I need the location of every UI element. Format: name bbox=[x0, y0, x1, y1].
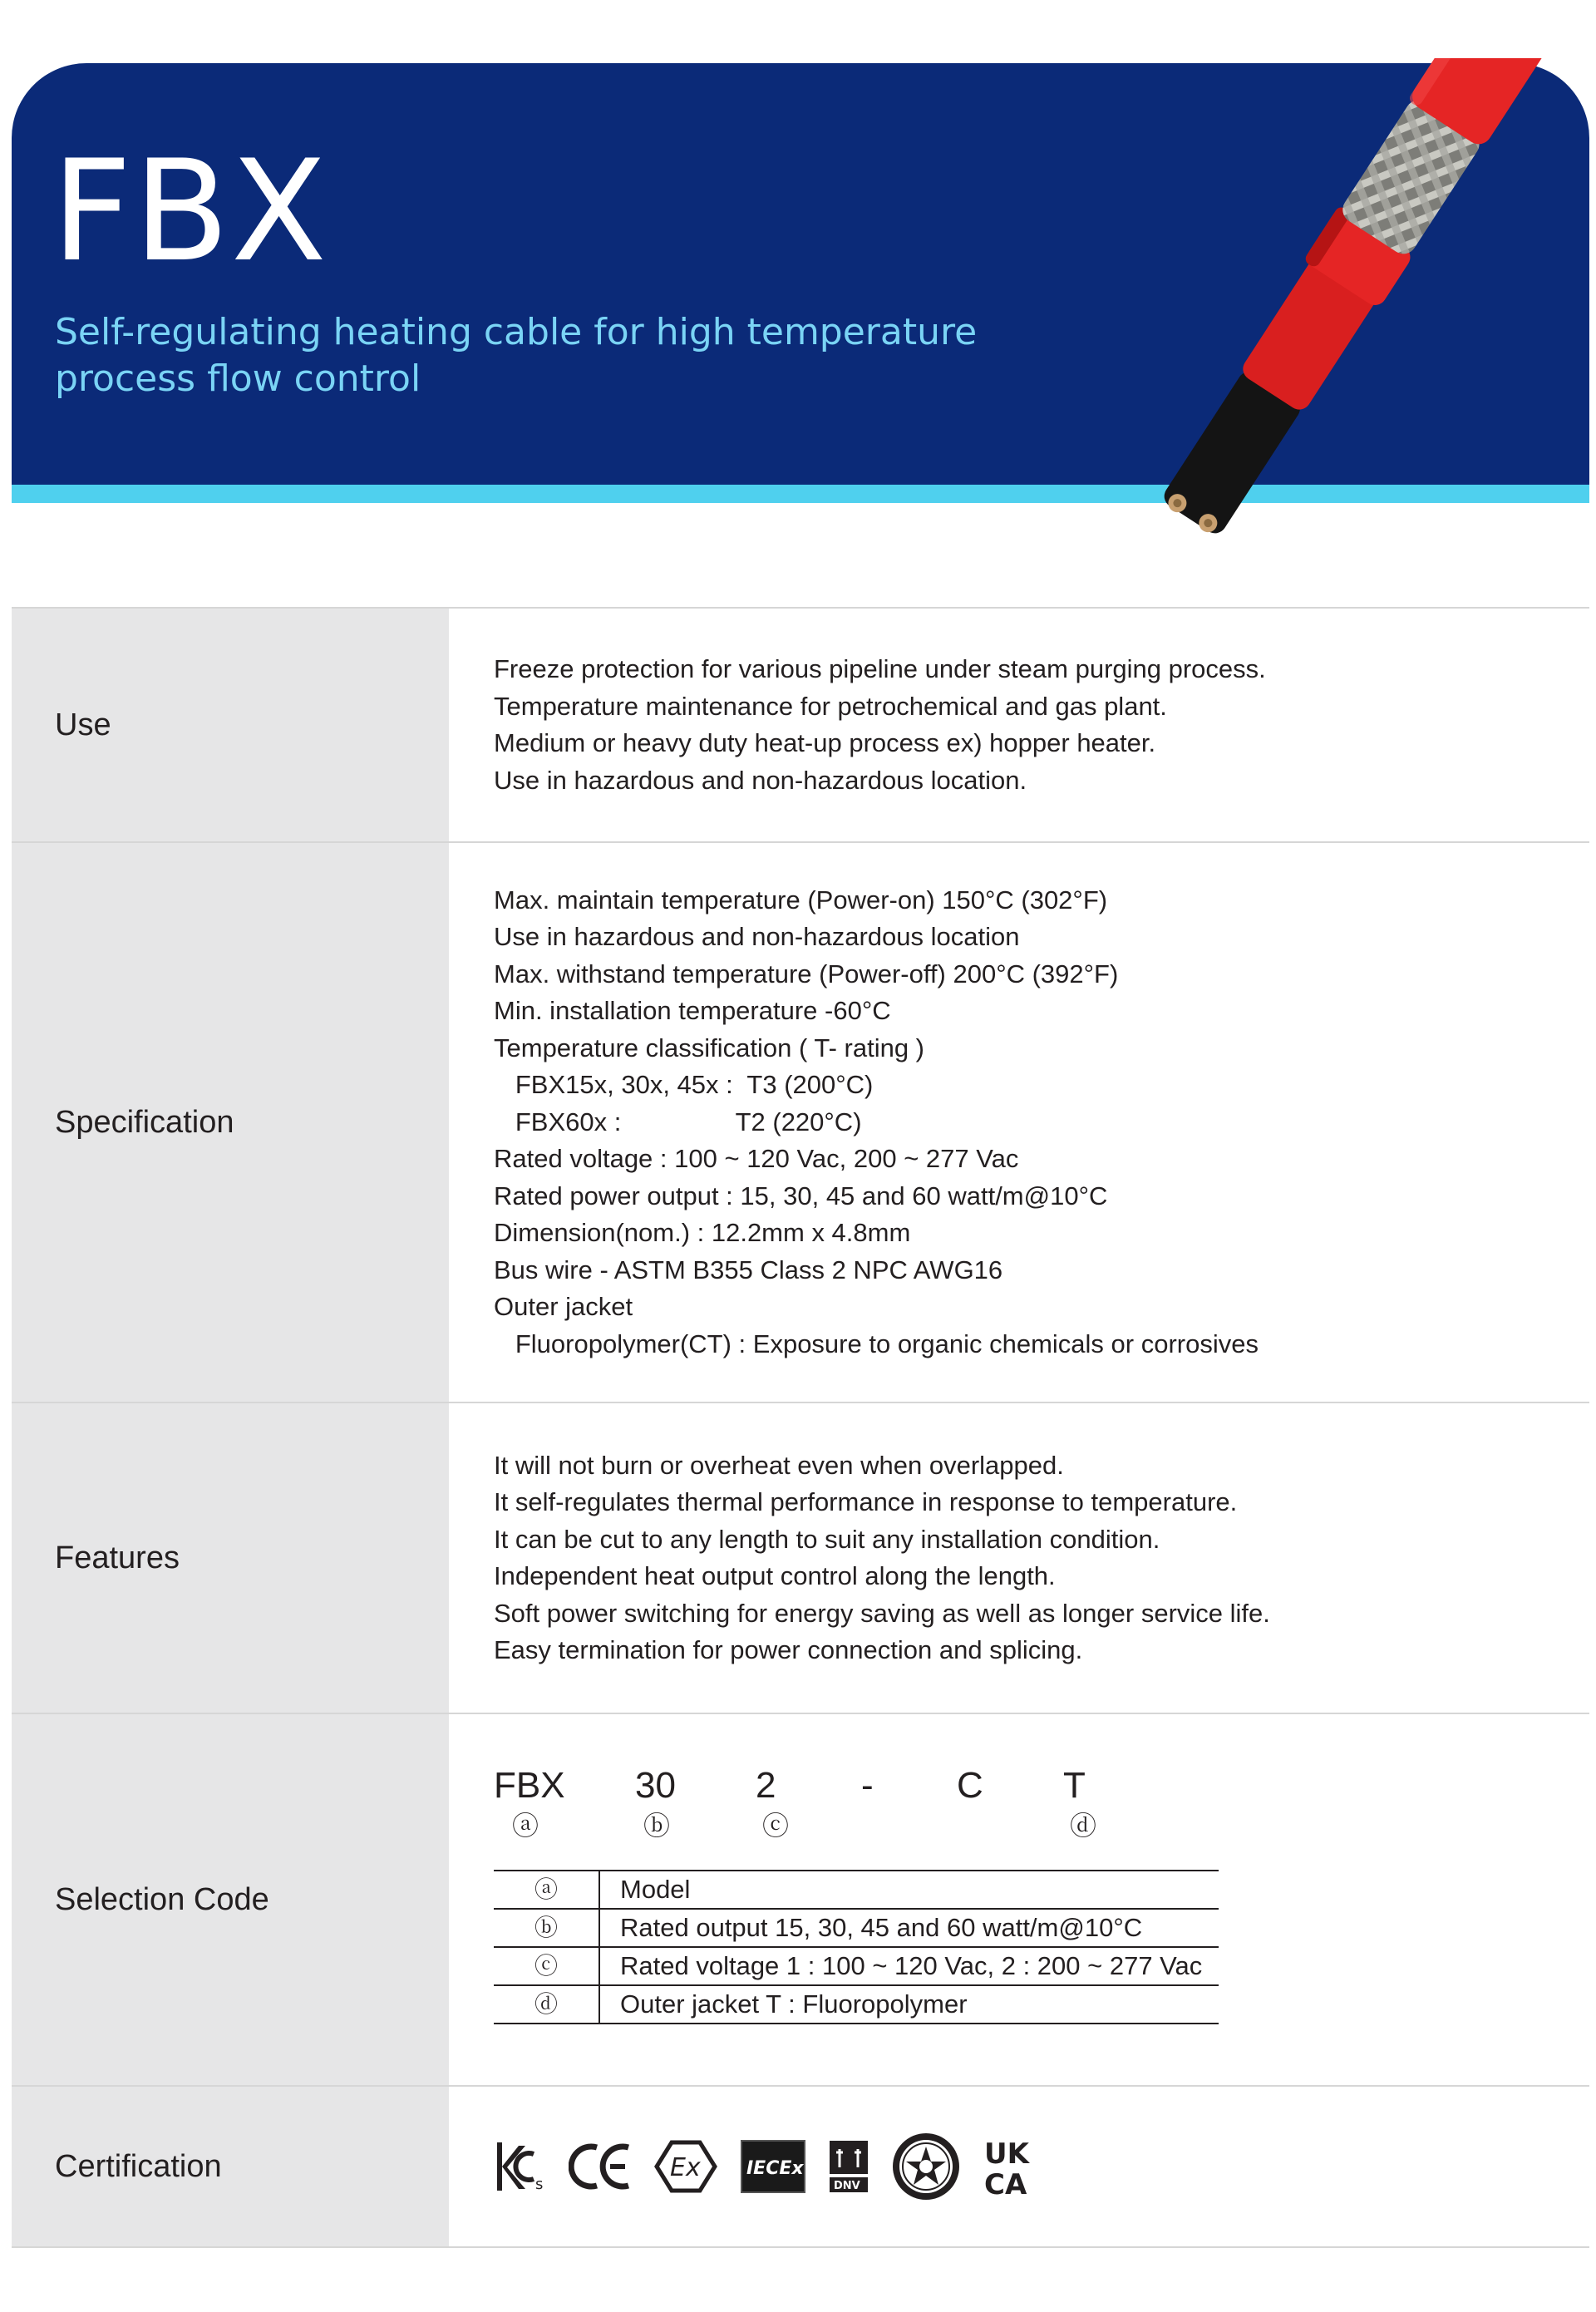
legend-row bbox=[494, 1909, 1219, 1947]
code-part: - bbox=[861, 1765, 874, 1806]
iecex-mark-icon bbox=[740, 2137, 806, 2196]
spec-line: Rated voltage : 100 ~ 120 Vac, 200 ~ 277 Vac bbox=[494, 1144, 1019, 1174]
legend-symbol: ⓑ bbox=[494, 1909, 599, 1947]
feature-line: Soft power switching for energy saving as well as longer service life. bbox=[494, 1598, 1270, 1628]
use-line: Use in hazardous and non-hazardous location. bbox=[494, 765, 1027, 795]
spec-line: Dimension(nom.) : 12.2mm x 4.8mm bbox=[494, 1218, 911, 1248]
row-content-certification bbox=[449, 2087, 1589, 2246]
code-part: T bbox=[1063, 1765, 1086, 1806]
spec-line: Outer jacket bbox=[494, 1292, 633, 1322]
feature-line: It will not burn or overheat even when overlapped. bbox=[494, 1450, 1064, 1480]
code-marker: ⓓ bbox=[1070, 1811, 1097, 1841]
legend-row bbox=[494, 1947, 1219, 1985]
feature-line: It can be cut to any length to suit any installation condition. bbox=[494, 1524, 1160, 1554]
row-specification bbox=[12, 843, 1589, 1403]
code-part: C bbox=[957, 1765, 983, 1806]
use-line: Freeze protection for various pipeline under steam purging process. bbox=[494, 654, 1266, 683]
legend-symbol: ⓐ bbox=[494, 1871, 599, 1909]
legend-text: Rated output 15, 30, 45 and 60 watt/m@10°C bbox=[620, 1913, 1143, 1942]
specification-table bbox=[12, 607, 1589, 2248]
row-content-features bbox=[449, 1403, 1589, 1713]
code-part: 30 bbox=[635, 1765, 676, 1806]
legend-symbol: ⓒ bbox=[494, 1947, 599, 1985]
ce-mark-icon bbox=[569, 2137, 632, 2196]
svg-text:IECEx: IECEx bbox=[746, 2158, 804, 2179]
code-marker: ⓒ bbox=[762, 1811, 790, 1841]
heating-cable-image bbox=[1022, 58, 1596, 590]
legend-text: Model bbox=[620, 1875, 691, 1904]
selection-code bbox=[494, 1765, 1589, 1807]
svg-text:s: s bbox=[535, 2176, 544, 2193]
row-content-selection-code bbox=[449, 1714, 1589, 2085]
legend-text: Rated voltage 1 : 100 ~ 120 Vac, 2 : 200 ~ 277 Vac bbox=[620, 1951, 1203, 1980]
row-content-use bbox=[449, 609, 1589, 841]
legend-row bbox=[494, 1871, 1219, 1909]
svg-text:DNV: DNV bbox=[834, 2180, 860, 2192]
row-use bbox=[12, 609, 1589, 843]
feature-line: Easy termination for power connection and splicing. bbox=[494, 1635, 1083, 1664]
row-label-use: Use bbox=[12, 609, 449, 841]
row-content-specification bbox=[449, 843, 1589, 1402]
legend-symbol: ⓓ bbox=[494, 1985, 599, 2024]
legend-row bbox=[494, 1985, 1219, 2024]
code-markers bbox=[494, 1807, 1589, 1845]
spec-line: Use in hazardous and non-hazardous location bbox=[494, 922, 1020, 952]
selection-legend-table bbox=[494, 1870, 1219, 2024]
row-features bbox=[12, 1403, 1589, 1714]
spec-line: Bus wire - ASTM B355 Class 2 NPC AWG16 bbox=[494, 1255, 1003, 1284]
spec-line: FBX15x, 30x, 45x : T3 (200°C) bbox=[494, 1070, 874, 1100]
code-marker: ⓑ bbox=[643, 1811, 671, 1841]
spec-line: Temperature classification ( T- rating ) bbox=[494, 1033, 925, 1062]
spec-line: Fluoropolymer(CT) : Exposure to organic chemicals or corrosives bbox=[494, 1329, 1259, 1358]
spec-line: FBX60x : T2 (220°C) bbox=[494, 1107, 862, 1136]
ex-mark-icon bbox=[653, 2137, 718, 2196]
product-subtitle: Self-regulating heating cable for high temperature process flow control bbox=[55, 311, 978, 400]
med-seal-icon bbox=[891, 2132, 961, 2201]
legend-text: Outer jacket T : Fluoropolymer bbox=[620, 1989, 968, 2019]
certification-logos bbox=[494, 2132, 1589, 2201]
row-label-selection-code: Selection Code bbox=[12, 1714, 449, 2085]
row-label-features: Features bbox=[12, 1403, 449, 1713]
svg-text:UK: UK bbox=[984, 2137, 1029, 2171]
svg-text:Ex: Ex bbox=[670, 2153, 701, 2182]
code-part: 2 bbox=[756, 1765, 776, 1806]
spec-line: Max. maintain temperature (Power-on) 150°C (302°F) bbox=[494, 885, 1108, 914]
use-line: Medium or heavy duty heat-up process ex) hopper heater. bbox=[494, 728, 1156, 757]
spec-line: Min. installation temperature -60°C bbox=[494, 996, 891, 1026]
spec-line: Rated power output : 15, 30, 45 and 60 watt/m@10°C bbox=[494, 1181, 1108, 1210]
row-label-certification: Certification bbox=[12, 2087, 449, 2246]
kcs-mark-icon bbox=[494, 2137, 547, 2196]
ukca-mark-icon bbox=[983, 2136, 1044, 2197]
code-marker: ⓐ bbox=[512, 1811, 539, 1841]
product-title: FBX bbox=[52, 130, 328, 293]
spec-line: Max. withstand temperature (Power-off) 200°C (392°F) bbox=[494, 959, 1119, 988]
code-part: FBX bbox=[494, 1765, 565, 1806]
dnv-mark-icon bbox=[828, 2137, 869, 2196]
svg-text:CA: CA bbox=[984, 2168, 1027, 2197]
feature-line: It self-regulates thermal performance in response to temperature. bbox=[494, 1487, 1238, 1516]
row-certification bbox=[12, 2087, 1589, 2248]
row-selection-code bbox=[12, 1714, 1589, 2087]
row-label-specification: Specification bbox=[12, 843, 449, 1402]
use-line: Temperature maintenance for petrochemical and gas plant. bbox=[494, 691, 1167, 721]
feature-line: Independent heat output control along the length. bbox=[494, 1561, 1056, 1590]
